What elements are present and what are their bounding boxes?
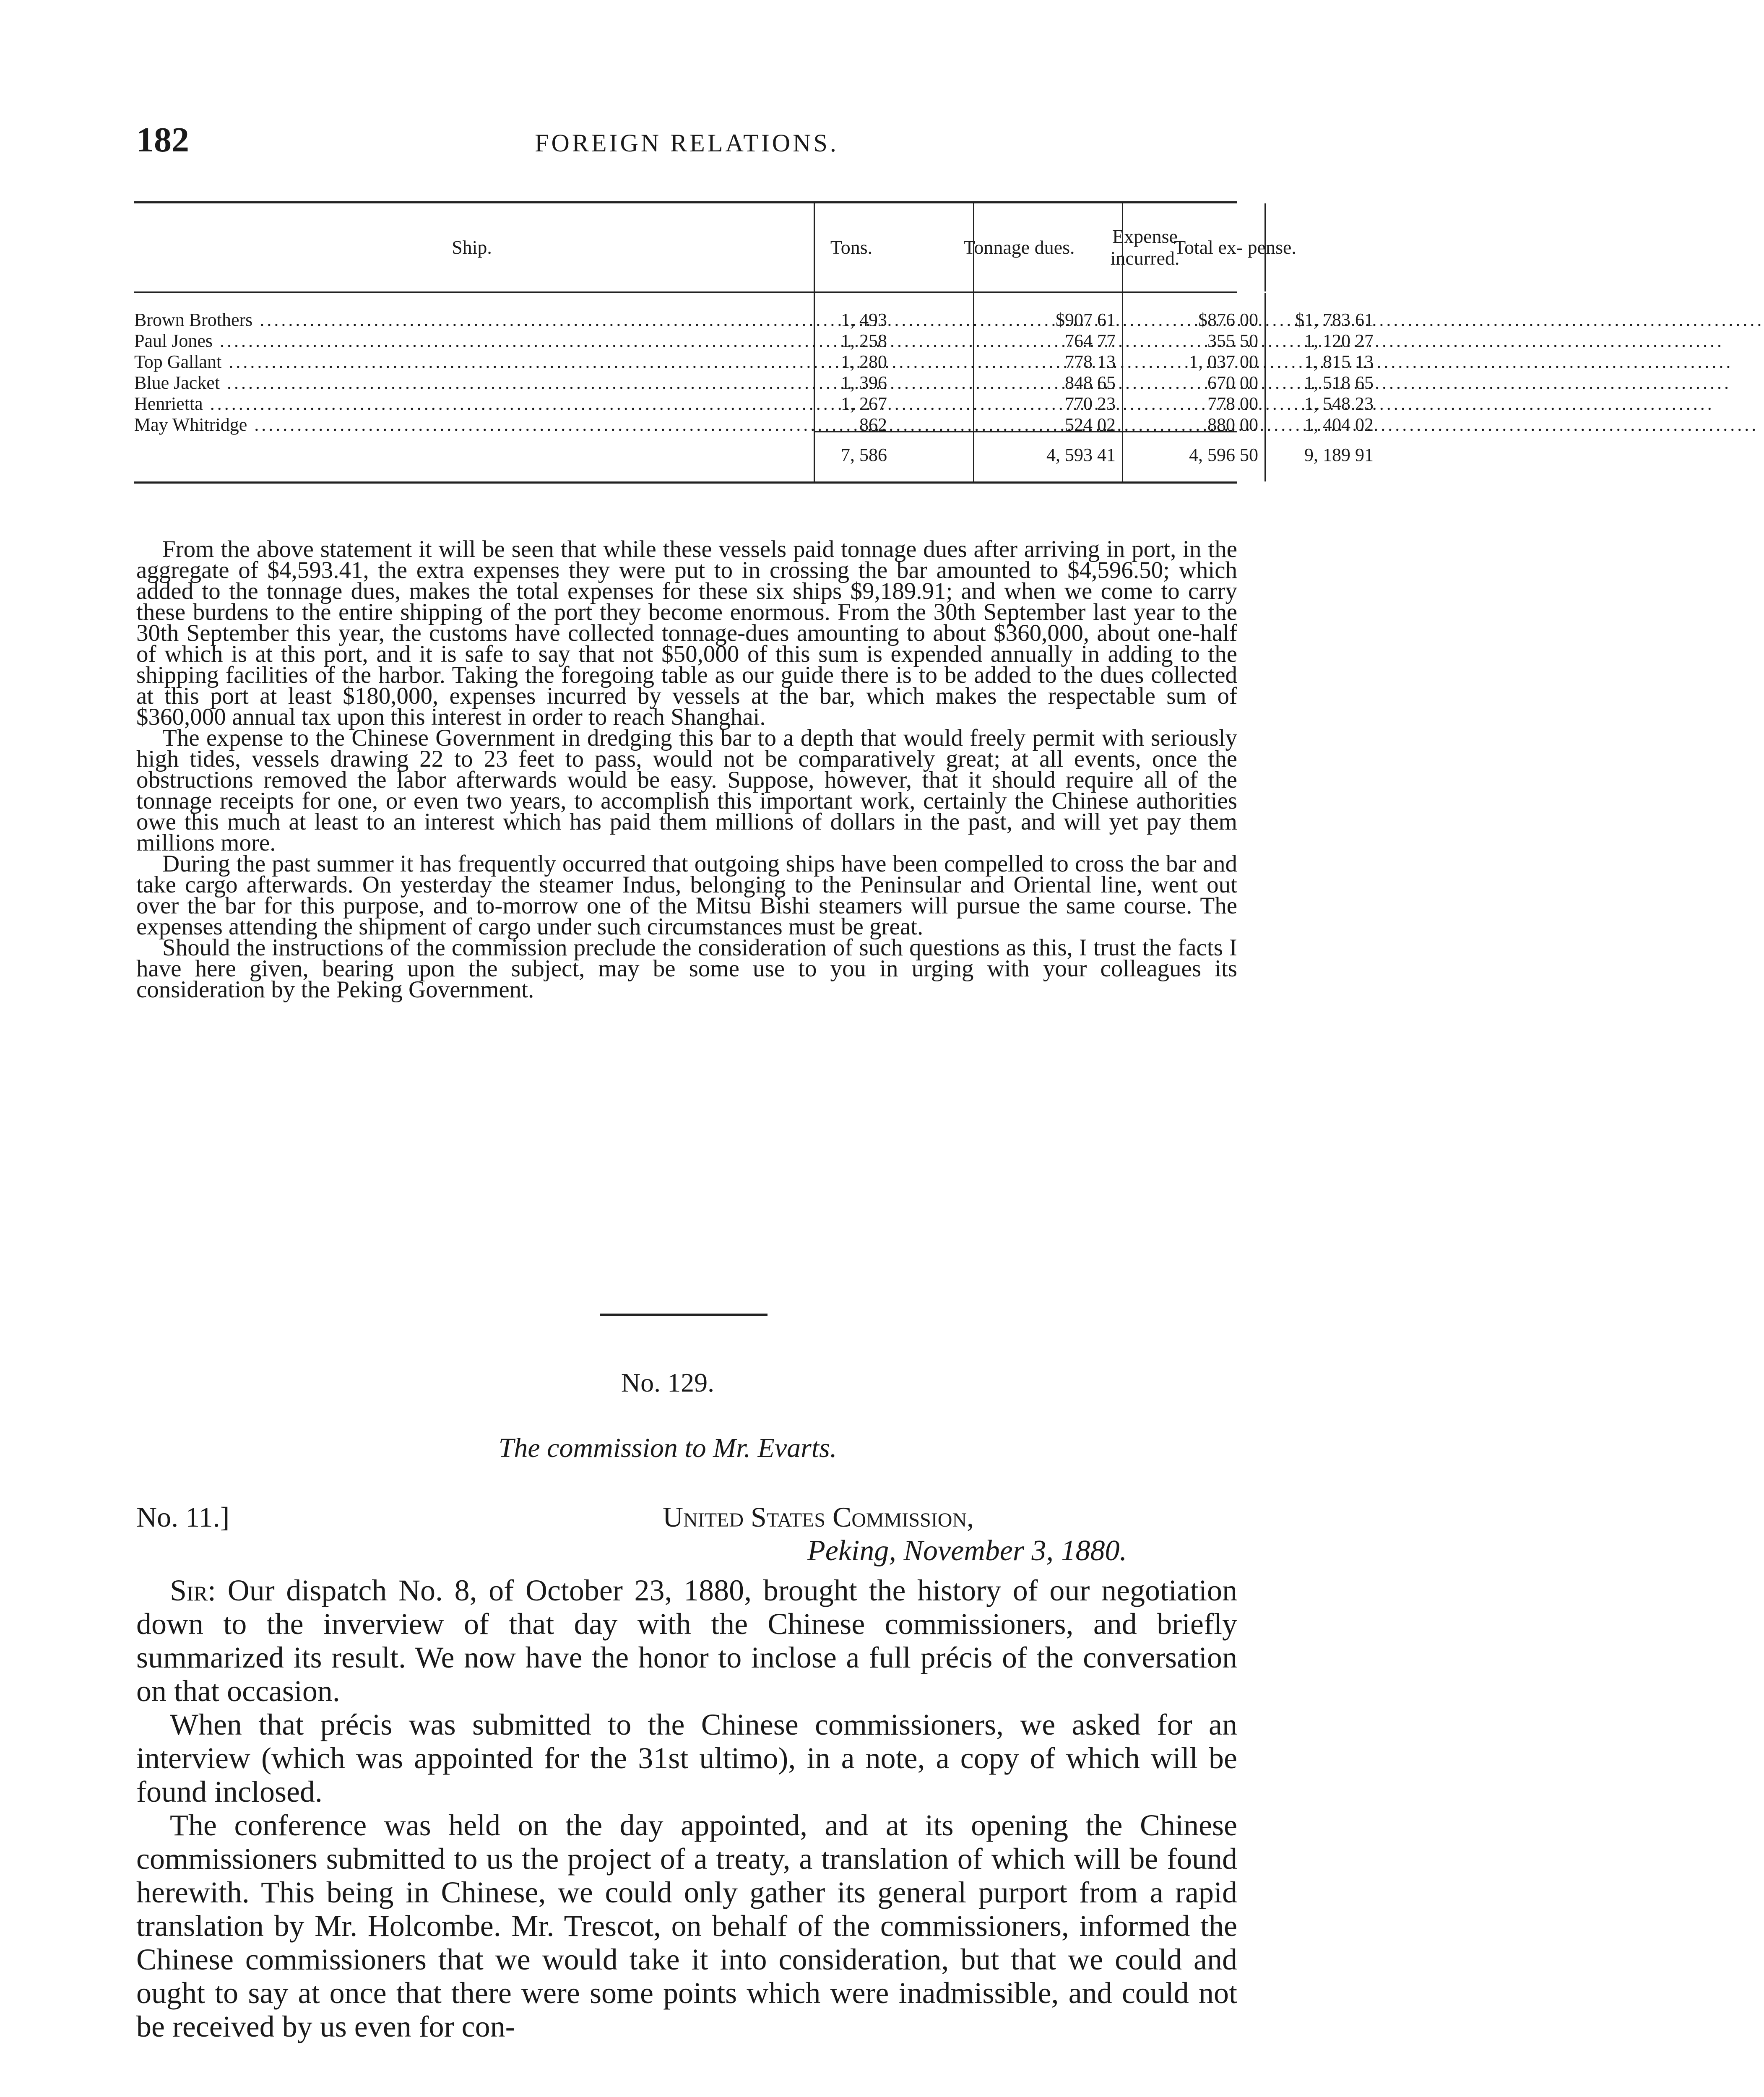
totals-row <box>134 445 1374 466</box>
total-cell: 1, 120 27 <box>1304 330 1374 351</box>
table-row <box>134 330 1374 351</box>
column-header-expense: Expense incurred. <box>1110 226 1180 269</box>
expense-cell: 880 00 <box>1207 414 1258 435</box>
column-header-tons: Tons. <box>830 237 873 258</box>
ship-name: Paul Jones ..... <box>134 330 809 351</box>
expense-total: 4, 596 50 <box>1189 445 1258 465</box>
tonnage-dues-total: 4, 593 41 <box>1046 445 1116 465</box>
dispatch-number: No. 11.] <box>136 1501 230 1533</box>
page-header <box>136 120 1237 161</box>
expense-cell: 670 00 <box>1207 372 1258 393</box>
dateline: Peking, November 3, 1880. <box>807 1535 1127 1567</box>
expense-cell: 355 50 <box>1207 330 1258 351</box>
tons-cell: 1, 493 <box>841 310 887 330</box>
ship-name: May Whitridge ..... <box>134 414 809 435</box>
expense-cell: 778 00 <box>1207 393 1258 414</box>
column-header-ship: Ship. <box>452 237 492 258</box>
column-rule <box>814 203 815 291</box>
paragraph: During the past summer it has frequently occurred that outgoing ships have been compelled to cross the bar and take cargo afterwards. On yesterday the steamer Indus, belonging to the Peninsular and Oriental line, went out over the bar for this purpose, and to-morrow one of the Mitsu Bishi steamers will pursue the same course. The expenses attending the shipment of cargo under such circumstances must be great. <box>136 851 1237 940</box>
letter-body <box>136 1574 1237 2043</box>
column-rule <box>1264 203 1266 291</box>
table-totals <box>134 431 1374 481</box>
total-cell: 1, 518 65 <box>1304 372 1374 393</box>
tonnage-dues-cell: $907 61 <box>1056 310 1116 330</box>
letter-paragraph: When that précis was submitted to the Chinese commissioners, we asked for an interview (which was appointed for the 31st ultimo), in a note, a copy of which will be found inclosed. <box>136 1708 1237 1808</box>
column-header-total: Total ex- pense. <box>1174 237 1296 258</box>
letter-paragraph: Sir: Our dispatch No. 8, of October 23, 1880, brought the history of our negotiation down to the inverview of that day with the Chinese commissioners, and briefly summarized its result. We now have the honor to inclose a full précis of the conversation on that occasion. <box>136 1574 1238 1708</box>
paragraph: Should the instructions of the commission preclude the consideration of such questions as this, I trust the facts I have here given, bearing upon the subject, may be some use to you in urging with your colleagues its consideration by the Peking Government. <box>136 934 1237 1003</box>
tons-cell: 1, 267 <box>841 393 887 414</box>
total-cell: $1, 783 61 <box>1295 310 1374 330</box>
tons-total: 7, 586 <box>841 445 887 465</box>
total-cell: 1, 404 02 <box>1304 414 1374 435</box>
paragraph: The expense to the Chinese Government in dredging this bar to a depth that would freely permit with seriously high tides, vessels drawing 22 to 23 feet to pass, would not be comparatively great; at all events, once the obstructions removed the labor afterwards would be easy. Suppose, however, that it should require all of the tonnage receipts for one, or even two years, to accomplish this important work, certainly the Chinese authorities owe this much at least to an interest which has paid them millions of dollars in the past, and will yet pay them millions more. <box>136 725 1237 856</box>
tons-cell: 862 <box>859 414 887 435</box>
table-body <box>134 293 1374 435</box>
table-header <box>134 203 1296 291</box>
document-number: No. 129. <box>621 1368 715 1397</box>
page-number: 182 <box>136 120 189 159</box>
tonnage-dues-cell: 770 23 <box>1065 393 1116 414</box>
tons-cell: 1, 280 <box>841 351 887 372</box>
table-bottom-rule <box>134 481 1237 484</box>
ship-name: Top Gallant ..... <box>134 351 809 372</box>
grand-total: 9, 189 91 <box>1304 445 1374 465</box>
column-rule <box>973 203 974 291</box>
running-title: FOREIGN RELATIONS. <box>535 129 839 157</box>
table-row <box>134 393 1374 414</box>
column-header-tonnage-dues: Tonnage dues. <box>963 237 1075 258</box>
salutation: Sir: <box>170 1574 216 1607</box>
total-cell: 1, 548 23 <box>1304 393 1374 414</box>
tonnage-dues-cell: 778 13 <box>1065 351 1116 372</box>
tonnage-table <box>134 201 1374 484</box>
column-rule <box>1122 203 1123 291</box>
ship-name: Henrietta ..... <box>134 393 809 414</box>
section-divider <box>600 1314 768 1316</box>
tons-cell: 1, 396 <box>841 372 887 393</box>
expense-cell: $876 00 <box>1198 310 1258 330</box>
document-caption: The commission to Mr. Evarts. <box>498 1433 837 1463</box>
paragraph: From the above statement it will be seen that while these vessels paid tonnage dues after arriving in port, in the aggregate of $4,593.41, the extra expenses they were put to in crossing the bar amounted to $4,596.50; which added to the tonnage dues, makes the total expenses for these six ships $9,189.91; and when we come to carry these burdens to the entire shipping of the port they become enormous. From the 30th September last year to the 30th September this year, the customs have collected tonnage-dues amounting to about $360,000, about one-half of which is at this port, and it is safe to say that not $50,000 of this sum is expended annually in adding to the shipping facilities of the harbor. Taking the foregoing table as our guide there is to be added to the dues collected at this port at least $180,000, expenses incurred by vessels at the bar, which makes the respectable sum of $360,000 annual tax upon this interest in order to reach Shanghai. <box>136 536 1237 730</box>
table-row <box>134 310 1374 330</box>
expense-cell: 1, 037 00 <box>1189 351 1258 372</box>
ship-name: Brown Brothers ..... <box>134 310 809 330</box>
tons-cell: 1, 258 <box>841 330 887 351</box>
tonnage-dues-cell: 848 65 <box>1065 372 1116 393</box>
tonnage-dues-cell: 764 77 <box>1065 330 1116 351</box>
letter-paragraph: The conference was held on the day appointed, and at its opening the Chinese commissioners submitted to us the project of a treaty, a translation of which will be found herewith. This being in Chinese, we could only gather its general purport from a rapid translation by Mr. Holcombe. Mr. Trescot, on behalf of the commissioners, informed the Chinese commissioners that we would take it into consideration, but that we could and ought to say at once that there were some points which were inadmissible, and could not be received by us even for con- <box>136 1808 1237 2043</box>
table-row <box>134 351 1374 372</box>
sender-line: United States Commission, <box>663 1501 974 1533</box>
tonnage-dues-cell: 524 02 <box>1065 414 1116 435</box>
total-cell: 1, 815 13 <box>1304 351 1374 372</box>
table-row <box>134 372 1374 393</box>
body-text <box>136 536 1237 1003</box>
ship-name: Blue Jacket ..... <box>134 372 809 393</box>
